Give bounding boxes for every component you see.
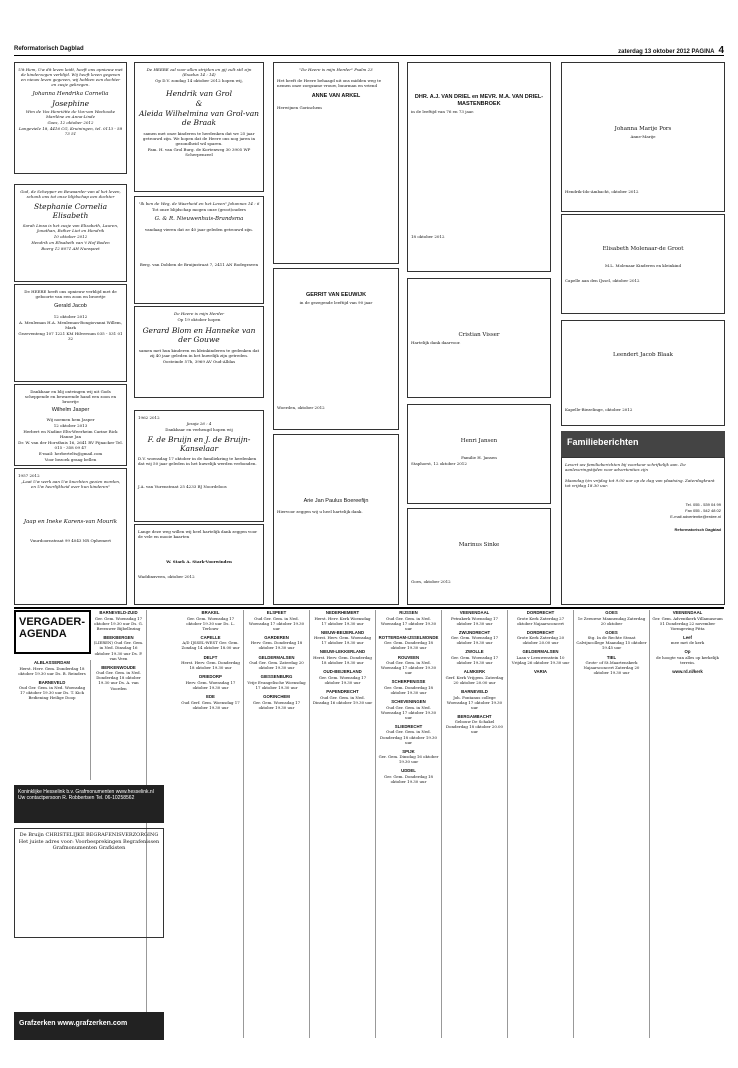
agenda-item-details: Oud Ger. Gem. in Ned. Woensdag 17 oktober 19.30 uur	[380, 704, 437, 720]
agenda-item	[652, 669, 723, 675]
agenda-item-place: ROTTERDAM-IJSSELMONDE	[378, 634, 439, 640]
agenda-item-place: DRIEDORP	[199, 674, 222, 680]
agenda-item	[444, 649, 505, 665]
agenda-item	[378, 610, 439, 631]
agenda-item	[312, 630, 373, 646]
agenda-item-place: ALMKERK	[463, 669, 486, 675]
agenda-item	[378, 768, 439, 784]
agenda-item-details: Ger. Gem. Woensdag 17 oktober 19.30 uur	[450, 655, 499, 666]
agenda-item-place: UDDEL	[401, 768, 416, 774]
agenda-item-place: Leef	[683, 634, 692, 640]
agenda-item-details: Oud Ger. Gem. in Ned. Woensdag 17 oktober 19.30 uur	[380, 615, 437, 631]
agenda-item-details: Laan v Leeuwenstein 10 Vrijdag 26 oktober 19.30 uur	[511, 655, 570, 666]
agenda-item	[576, 630, 647, 651]
agenda-item	[246, 674, 307, 690]
agenda-col-5	[310, 610, 376, 1038]
agenda-item-details: Herst. Herv. Gem. Donderdag 18 oktober 19.30 uur Ds. B. Reinders	[18, 665, 86, 676]
agenda-item	[444, 669, 505, 685]
agenda-item-place: DORDRECHT	[526, 629, 555, 635]
agenda-item-details: Ger. Gem. Woensdag 17 oktober 19.30 uur	[252, 699, 301, 710]
agenda-item	[576, 655, 647, 676]
agenda-item	[180, 655, 241, 671]
agenda-col-6	[376, 610, 442, 1038]
agenda-item-place: BEEKBERGEN	[103, 634, 134, 640]
agenda-item	[444, 630, 505, 646]
agenda-item-details: Ger. Gem. Donderdag 18 oktober 19.30 uur	[384, 640, 433, 651]
agenda-item-details: Ger. Gem. Donderdag 18 oktober 19.30 uur	[384, 684, 433, 696]
agenda-item-place: ZWIJNDRECHT	[458, 629, 491, 635]
agenda-item-details: Ger. Gem. Donderdag 18 oktober 19.30 uur	[384, 774, 433, 785]
agenda-item	[312, 669, 373, 685]
thanks-ad-sinke: Marinus Sinke Goes, oktober 2012	[407, 508, 551, 605]
agenda-item	[378, 724, 439, 745]
agenda-item-place: Op	[684, 649, 691, 655]
agenda-item-place: GELDERMALSEN	[258, 654, 295, 660]
agenda-item-place: BARNEVELD-ZUID	[99, 610, 138, 615]
agenda-item	[312, 649, 373, 665]
agenda-item-details: Joh. Fontanus college Woensdag 17 oktober 19.30 uur	[446, 694, 503, 710]
agenda-col-4	[244, 610, 310, 1038]
agenda-item-details: Oud Ger. Gem. in Ned. Donderdag 18 oktober 19.30 uur	[380, 729, 437, 745]
agenda-item	[510, 610, 571, 626]
page-number: 4	[718, 45, 724, 56]
death-ad-van-eeuwijk: GERRIT VAN EEUWIJK in de gezegende leeftijd van 90 jaar Woerden, oktober 2012	[273, 268, 399, 430]
agenda-item-place: GORINCHEM	[263, 694, 290, 700]
agenda-item-place: ZWOLLE	[465, 649, 484, 655]
agenda-item	[246, 635, 307, 651]
agenda-item-place: VARIA	[533, 669, 548, 675]
agenda-item-place: DORDRECHT	[526, 610, 555, 615]
agenda-col-7	[442, 610, 508, 1038]
death-ad-van-driel: DHR. A.J. VAN DRIEL en MEVR. M.A. VAN DRIEL-MASTENBROEK in de leeftijd van 76 en 73 jaar. 18 oktober 2012	[407, 62, 551, 272]
agenda-item	[378, 699, 439, 720]
agenda-item-details: Herst. Herv. Gem. Donderdag 18 oktober 19.30 uur	[313, 655, 372, 666]
agenda-item-details: Oud Gerf. Gem. Woensdag 17 oktober 19.30 uur	[181, 699, 240, 710]
agenda-item-details: Oud Ger. Gem. in Ned. Donderdag 18 oktober 19.30 uur Ds. A. van Voorden	[96, 670, 141, 691]
agenda-item-place: ELSPEET	[266, 610, 287, 615]
agenda-item	[510, 649, 571, 665]
agenda-col-3	[178, 610, 244, 1038]
de-bruijn-ad: De Bruijn CHRISTELIJKE BEGRAFENISVERZORGING Het juiste adres voor: Voorbesprekingen Begrafenissen Grafmonumenten Grafkisten	[14, 828, 164, 938]
agenda-col-8	[508, 610, 574, 1038]
thanks-ad-molenaar: Elisabeth Molenaar-de Groot M.L. Molenaar Kinderen en kleinkind Capelle aan den IJssel, oktober 2012	[561, 214, 725, 314]
agenda-item	[444, 610, 505, 626]
thanks-ad-visser: Cristian Visser Hartelijk dank daarvoor.	[407, 278, 551, 398]
anniversary-ad-blom: De Heere is mijn Herder Op 19 oktober hopen Gerard Blom en Hanneke van der Gouwe samen met hun kinderen en kleinkinderen te gedenken dat zij 40 jaar geleden in het huwelijk zijn getreden. Oosteinde 57b, 3969 AV Oud-Alblas	[134, 306, 264, 398]
agenda-item	[510, 669, 571, 675]
page-date: zaterdag 13 oktober 2012 PAGINA 4	[618, 45, 724, 56]
agenda-item-details: Oud Ger. Gem. in Ned. Dinsdag 16 oktober 19.30 uur	[312, 694, 373, 705]
agenda-item	[378, 749, 439, 765]
agenda-item	[93, 610, 144, 631]
agenda-item-details: Grote Kerk Zaterdag 20 oktober 20.00 uur	[516, 635, 565, 646]
agenda-item-place: ROUVEEN	[397, 654, 420, 660]
agenda-item-place: GELDERMALSEN	[522, 649, 559, 655]
agenda-item-place: BERGAMBACHT	[457, 713, 492, 719]
agenda-col-10	[650, 610, 725, 1038]
agenda-item	[378, 635, 439, 651]
thanks-ad-blaak: Leendert Jacob Blaak Kapelle-Biezelinge, oktober 2012	[561, 320, 725, 426]
thanks-ad-jansen: Henri Jansen Familie H. Jansen Staphorst, 12 oktober 2012	[407, 404, 551, 504]
agenda-item	[246, 694, 307, 710]
agenda-col-1	[14, 660, 91, 780]
agenda-item-details: Grote- of St.Maartenskerk Najaarsconcert Zaterdag 20 oktober 19.30 uur	[583, 660, 640, 676]
page-header	[14, 44, 724, 56]
anniversary-ad-karens: 1957 2012 „Laat Uw werk aan Uw knechten gezien worden, en Uw heerlijkheid over hun kinderen" Jaap en Ineke Karens-van Mourik Vuurdoornstraat 99 4043 NR Ophemert	[14, 468, 127, 605]
agenda-item-details: Grote Kerk Zaterdag 27 oktober Najaarsconcert	[516, 615, 565, 626]
agenda-item-details: Gerf. Kerk Vrijgem. Zaterdag 20 oktober 20.00 uur	[445, 674, 504, 685]
agenda-item-place: GOES	[605, 629, 618, 635]
agenda-item	[444, 714, 505, 735]
agenda-item-place: SPIJK	[402, 748, 415, 754]
agenda-title: VERGADER-AGENDA	[14, 610, 91, 654]
agenda-item	[93, 635, 144, 661]
agenda-item-details: A/D IJSSEL-WEST Ger. Gem. Zondag 14 oktober 18.00 uur	[181, 640, 240, 651]
thanks-ad-boereefijn: Arie Jan Paulus Boereefijn Hiervoor zeggen wij u heel hartelijk dank.	[273, 434, 399, 605]
agenda-item-details: mee met de kerk	[670, 640, 705, 646]
agenda-item-place: NEDERHEMERT	[325, 610, 360, 615]
agenda-item-place: NIEUW-LEKKERLAND	[319, 649, 366, 655]
agenda-item-details: Oud Ger. Gem. in Ned. Woensdag 17 oktober 19.30 uur	[380, 660, 437, 676]
agenda-item	[246, 610, 307, 631]
agenda-item	[16, 660, 88, 676]
agenda-item-place: GIESSENBURG	[260, 674, 293, 680]
agenda-item-details: Ger. Gem. Woensdag 17 oktober 19.30 uur	[318, 674, 367, 685]
agenda-divider	[14, 607, 724, 609]
agenda-item-details: Ger. Gem. Woensdag 17 oktober 19.30 uur Ds. G. Breeuwer Bijbellezing	[94, 615, 143, 631]
agenda-item-details: Oud Ger. Gem. in Ned. Woensdag 17 oktober 19.30 uur	[248, 615, 305, 631]
agenda-item-place: www.rd.nl/kerk	[672, 669, 703, 675]
hesselink-ad: Koninklijke Hesselink b.v. Grafmonumenten www.hesselink.nl Uw contactpersoon R. Robbertsen Tel. 06-10258562	[14, 785, 164, 823]
agenda-item	[652, 610, 723, 631]
agenda-item	[652, 649, 723, 665]
death-ad-van-arkel: "De Heere is mijn Herder" Psalm 23 Het heeft de Heere behaagd uit ons midden weg te nemen onze zorgzame vrouw, buurman en vriend ANNE VAN ARKEL Herwijnen Gorinchem	[273, 62, 399, 264]
agenda-item-place: NIEUW-BEIJERLAND	[320, 629, 365, 635]
agenda-item-details: Herv. Gem. Woensdag 17 oktober 19.30 uur	[185, 679, 236, 690]
agenda-item-details: Vrije Evangelische Woensdag 17 oktober 19.30 uur	[247, 679, 306, 690]
agenda-item-place: DELFT	[203, 654, 218, 660]
grafzerken-ad: Grafzerken www.grafzerken.com	[14, 1012, 164, 1040]
agenda-item-place: RIJSSEN	[399, 610, 418, 615]
agenda-item-place: ALBLASSERDAM	[33, 660, 71, 665]
agenda-item	[312, 689, 373, 705]
agenda-item-place: SCHERPENISSE	[391, 679, 426, 685]
agenda-item-details: Herv. Gem. Donderdag 18 oktober 19.30 uur	[250, 640, 303, 651]
agenda-item-details: Stg. In de Rechte Straat Calvijncollege Maandag 15 oktober 19.45 uur	[576, 635, 647, 651]
agenda-item-details: Oud Ger. Gem. in Ned. Woensdag 17 oktober 19.30 uur Ds. T. Kick Bediening Heilige Doop	[18, 685, 86, 701]
agenda-col-2	[91, 610, 147, 1038]
newspaper-name: Reformatorisch Dagblad	[14, 46, 84, 52]
birth-ad-gerald: De HEERE heeft ons opnieuw verblijd met de geboorte van een zoon en broertje Gerald Jacob 12 oktober 2012 A. Meuleman H.A. Meuleman-Bongiovanni Willem, Mark Gezeventeng 107 1221 KM Hilversum 035 - 531 01 32	[14, 284, 127, 382]
agenda-item	[93, 665, 144, 691]
agenda-item-place: GARDEREN	[264, 634, 289, 640]
agenda-item-details: Ger. Gem. Adventkerk Villamuseum 51 Donderdag 22 november Vormgeving Pitta	[652, 615, 723, 631]
agenda-item-place: BARNEVELD	[38, 679, 66, 685]
birth-ad-johanna: Uit Hem, Uw dit leven leidt, heeft ons opnieuw met de kinderzegen verblijd. Wij heeft leven gegeven en nieuw leven gegeven, wij hebben een dochter en zusje gekregen. Johanna Hendrika Cornelia Josephine Wim de Vos Henriëtte de Vos-van Wachooke Marilène en Anna-Linde Goes, 12 oktober 2012 Langeviele 18, 4416 CG, Kruiningen, tel. 0113 - 58 73 51	[14, 62, 127, 174]
agenda-item-details: Herst. Herv. Gem. Woensdag 17 oktober 19.30 uur	[313, 635, 372, 646]
thanks-ad-stark: Lange deze weg willen wij heel hartelijk dank zeggen voor de vele en mooie kaarten W. Stark A. Stark-Voorwinden Waddinxveen, oktober 2012	[134, 524, 264, 605]
agenda-item-place: VEENENDAAL	[459, 610, 490, 615]
agenda-item	[180, 635, 241, 651]
agenda-item-details: 1e Zeeuwse Mannendag Zaterdag 20 oktober	[577, 615, 646, 626]
thanks-ad-pors: Johanna Marije Pors Anne-Marije Hendrik-Ido-Ambacht, oktober 2012	[561, 62, 725, 212]
anniversary-ad-nieuwenhuis: "Ik ben de Weg, de Waarheid en het Leven" Johannes 14 : 6 Tot onze blijdschap mogen onze (groot)ouders G. & R. Nieuwenhuis-Brandsma vandaag vieren dat ze 40 jaar geleden getrouwd zijn. Berg. van Dobben de Bruijnstraat 7, 2411 AN Bodegraven	[134, 196, 264, 304]
birth-ad-stephanie: God, de Schepper en Bewaarder van al het leven, schonk ons tot onze blijdschap een dochter Stephanie Cornelia Elisabeth Sarah Linsa is het zusje van Elizabeth, Lauren, Jonathan, Esther Liet en Hendrik 10 oktober 2012 Hendrik en Elisabeth van 't Hof Boden Boerg 12 8071 AH Nunspeet	[14, 184, 127, 282]
agenda-item	[652, 635, 723, 646]
agenda-item	[576, 610, 647, 626]
agenda-item-details: Ger. Gem. Woensdag 17 oktober 19.30 uur Ds. L. Terlouw	[186, 615, 235, 631]
agenda-item-place: BARNEVELD	[461, 688, 488, 694]
agenda-item-details: Herst. Herv. Kerk Woensdag 17 oktober 19.30 uur	[314, 615, 371, 626]
agenda-item	[16, 680, 88, 701]
agenda-item-place: TIEL	[606, 654, 617, 660]
agenda-item-details: Gebouw De Schakel Donderdag 18 oktober 20.00 uur	[446, 719, 503, 735]
agenda-item	[378, 679, 439, 695]
agenda-item	[180, 694, 241, 710]
agenda-item	[378, 655, 439, 676]
agenda-item-place: BRAKEL	[201, 610, 220, 615]
agenda-item-details: Ger. Gem. Dinsdag 16 oktober 19.30 uur	[378, 754, 439, 765]
agenda-item	[444, 689, 505, 710]
agenda-item-details: Oud Ger. Gem. Zaterdag 20 oktober 19.30 uur	[249, 660, 304, 671]
agenda-item-details: Herst. Herv. Gem. Donderdag 18 oktober 19.30 uur	[181, 660, 240, 671]
agenda-item	[312, 610, 373, 626]
familieberichten-info: Levert uw familieberichten bij voorkeur schriftelijk aan. De aanleveringstijden voor advertenties zijn Maandag t/m vrijdag tot 9.00 uur op de dag van plaatsing. Zaterdagkrant tot vrijdag 18.30 uur. Tel. 055 - 539 04 99 Fax 055 - 542 48 02 E-mail advertentie@erdee.nl Reformatorisch Dagblad	[561, 457, 725, 605]
birth-ad-wilhelm: Dankbaar en blij ontvingen wij uit Gods scheppende en bewarende hand een zoon en broertje Wilhelm Jasper Wij noemen hem Jasper 12 oktober 2013 Herbert en Nadine Elts-Weerheim Carine Rick Hanne Jan Dr. W. van der Horsthuis 16, 2641 RV Pijnacker Tel. 015 - 358 09 47 E-mail: herbertelts@gmail.com Voor bezoek graag bellen	[14, 384, 127, 466]
agenda-item-place: SLIEDRECHT	[394, 723, 423, 729]
agenda-item-place: SCHEVENINGEN	[391, 699, 426, 705]
agenda-item-details: Ger. Gem. Woensdag 17 oktober 19.30 uur	[450, 635, 499, 646]
agenda-item	[180, 610, 241, 631]
anniversary-ad-van-grol: De HEERE zal voor allen strijden en gij zult stil zijn (Exodus 14 : 14) Op D.V. zondag 14 oktober 2012 hopen wij, Hendrik van Grol & Aleida Wilhelmina van Grol-van de Braak samen met onze kinderen te herdenken dat we 25 jaar getrouwd zijn. We hopen dat de Heere ons nog jaren in gezondheid wil sparen. Fam. H. van Grol Burg. de Kortenweg 30 3905 WP Scherpenzeel	[134, 62, 264, 192]
agenda-item-place: OUD-BEIJERLAND	[323, 669, 362, 675]
agenda-item-place: BERKENWOUDE	[101, 664, 136, 670]
agenda-item-place: PAPENDRECHT	[326, 688, 359, 694]
agenda-item	[246, 655, 307, 671]
agenda-item-place: VEENENDAAL	[672, 610, 703, 615]
agenda-item-details: de hoogte van alles op kerkelijk terrein.	[656, 655, 719, 666]
agenda-item-place: CAPELLE	[200, 634, 221, 640]
agenda-col-9	[574, 610, 650, 1038]
agenda-item-details: (LIEREN) Oud Ger. Gem. in Ned. Dinsdag 16 oktober 19.30 uur Ds. P. van Veen	[93, 640, 144, 661]
anniversary-ad-de-bruijn: 1962 2012 Jesaja 26 : 4 Dankbaar en verheugd hopen wij F. de Bruijn en J. de Bruijn-Kanselaar D.V. woensdag 17 oktober in de familiekring te herdenken dat wij 50 jaar geleden in het huwelijk werden verbonden. J.A. van Vurenstraat 25 4233 BJ Noordeloos	[134, 410, 264, 522]
agenda-item-details: Petrakerk Woensdag 17 oktober 19.30 uur	[451, 615, 498, 626]
agenda-item-place: EDE	[206, 694, 215, 700]
familieberichten-header: Familieberichten	[561, 431, 725, 457]
agenda-item	[180, 674, 241, 690]
agenda-item-place: GOES	[605, 610, 618, 615]
agenda-item	[510, 630, 571, 646]
